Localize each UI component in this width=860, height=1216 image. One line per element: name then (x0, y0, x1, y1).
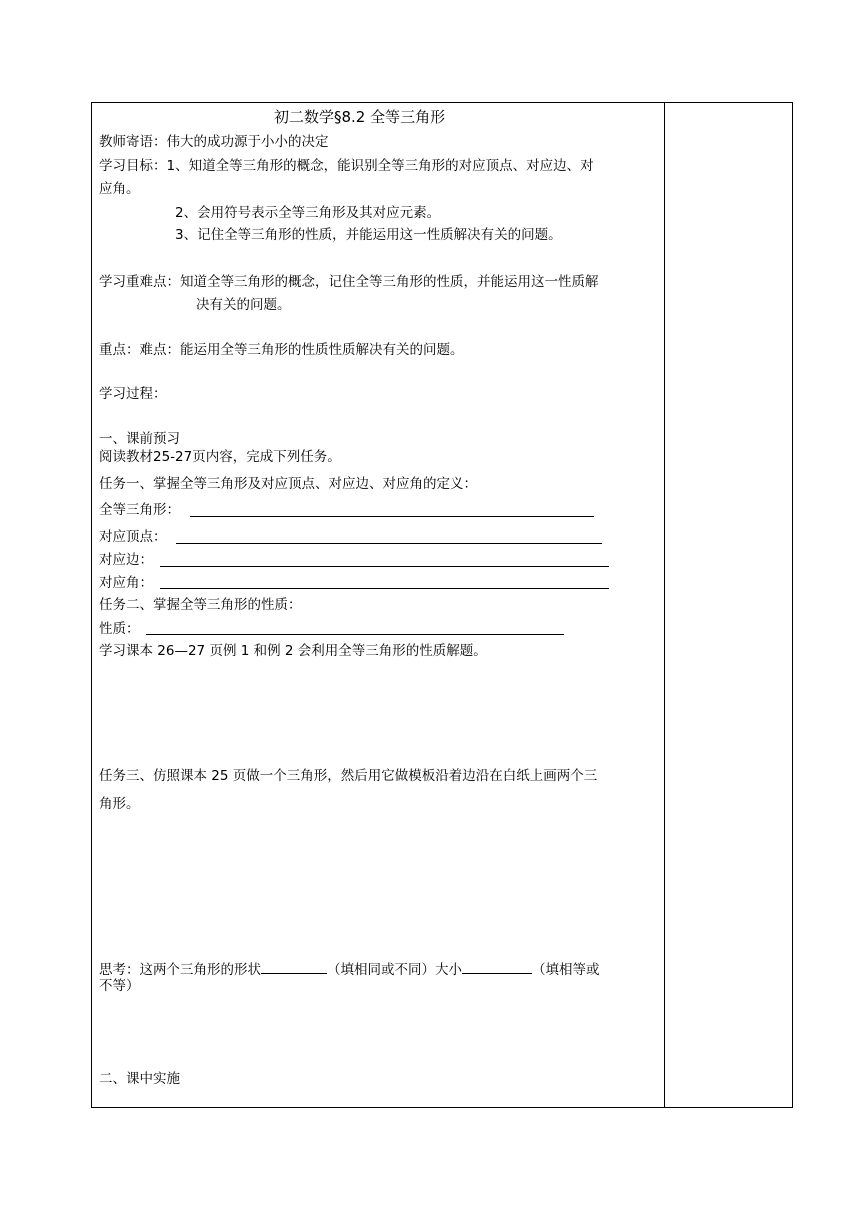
preview-heading: 一、课前预习 (99, 431, 180, 447)
shape-answer-blank[interactable] (261, 959, 327, 974)
congruent-triangle-label: 全等三角形： (99, 502, 180, 518)
corresponding-side-blank[interactable] (160, 566, 609, 567)
task-one: 任务一、掌握全等三角形及对应顶点、对应边、对应角的定义： (99, 476, 477, 492)
page-title: 初二数学§8.2 全等三角形 (274, 108, 446, 126)
worksheet-table (91, 102, 793, 1108)
objectives-line-1: 学习目标：1、知道全等三角形的概念，能识别全等三角形的对应顶点、对应边、对 (99, 158, 594, 174)
think-question-line-1 (99, 959, 600, 979)
notes-column-cell (665, 103, 792, 1107)
reading-instruction: 阅读教材25-27页内容，完成下列任务。 (99, 449, 341, 465)
think-text-part-1: 思考：这两个三角形的形状 (99, 962, 261, 978)
think-text-part-2: （填相同或不同）大小 (327, 962, 462, 978)
congruent-triangle-blank[interactable] (190, 516, 594, 517)
objectives-line-3: 3、记住全等三角形的性质，并能运用这一性质解决有关的问题。 (175, 227, 562, 243)
think-question-line-2: 不等） (99, 978, 140, 994)
main-content-cell (92, 103, 664, 1107)
key-difficult-line-1: 学习重难点：知道全等三角形的概念，记住全等三角形的性质，并能运用这一性质解 (99, 274, 599, 290)
corresponding-angle-blank[interactable] (160, 588, 609, 589)
property-blank[interactable] (146, 634, 564, 635)
size-answer-blank[interactable] (462, 959, 532, 974)
study-examples: 学习课本 26—27 页例 1 和例 2 会利用全等三角形的性质解题。 (99, 643, 487, 659)
corresponding-vertex-blank[interactable] (176, 543, 602, 544)
think-text-part-3: （填相等或 (532, 962, 600, 978)
task-three-line-1: 任务三、仿照课本 25 页做一个三角形，然后用它做模板沿着边沿在白纸上画两个三 (99, 768, 598, 784)
focus-text: 重点：难点：能运用全等三角形的性质性质解决有关的问题。 (99, 342, 464, 358)
property-label: 性质： (99, 621, 140, 637)
task-two: 任务二、掌握全等三角形的性质： (99, 597, 302, 613)
process-heading: 学习过程： (99, 386, 167, 402)
corresponding-vertex-label: 对应顶点： (99, 529, 167, 545)
objectives-line-1-cont: 应角。 (99, 181, 140, 197)
key-difficult-line-2: 决有关的问题。 (196, 297, 291, 313)
objectives-line-2: 2、会用符号表示全等三角形及其对应元素。 (175, 205, 441, 221)
teacher-motto: 教师寄语：伟大的成功源于小小的决定 (99, 134, 329, 150)
task-three-line-2: 角形。 (99, 796, 140, 812)
corresponding-angle-label: 对应角： (99, 575, 153, 591)
in-class-heading: 二、课中实施 (99, 1071, 180, 1087)
corresponding-side-label: 对应边： (99, 552, 153, 568)
